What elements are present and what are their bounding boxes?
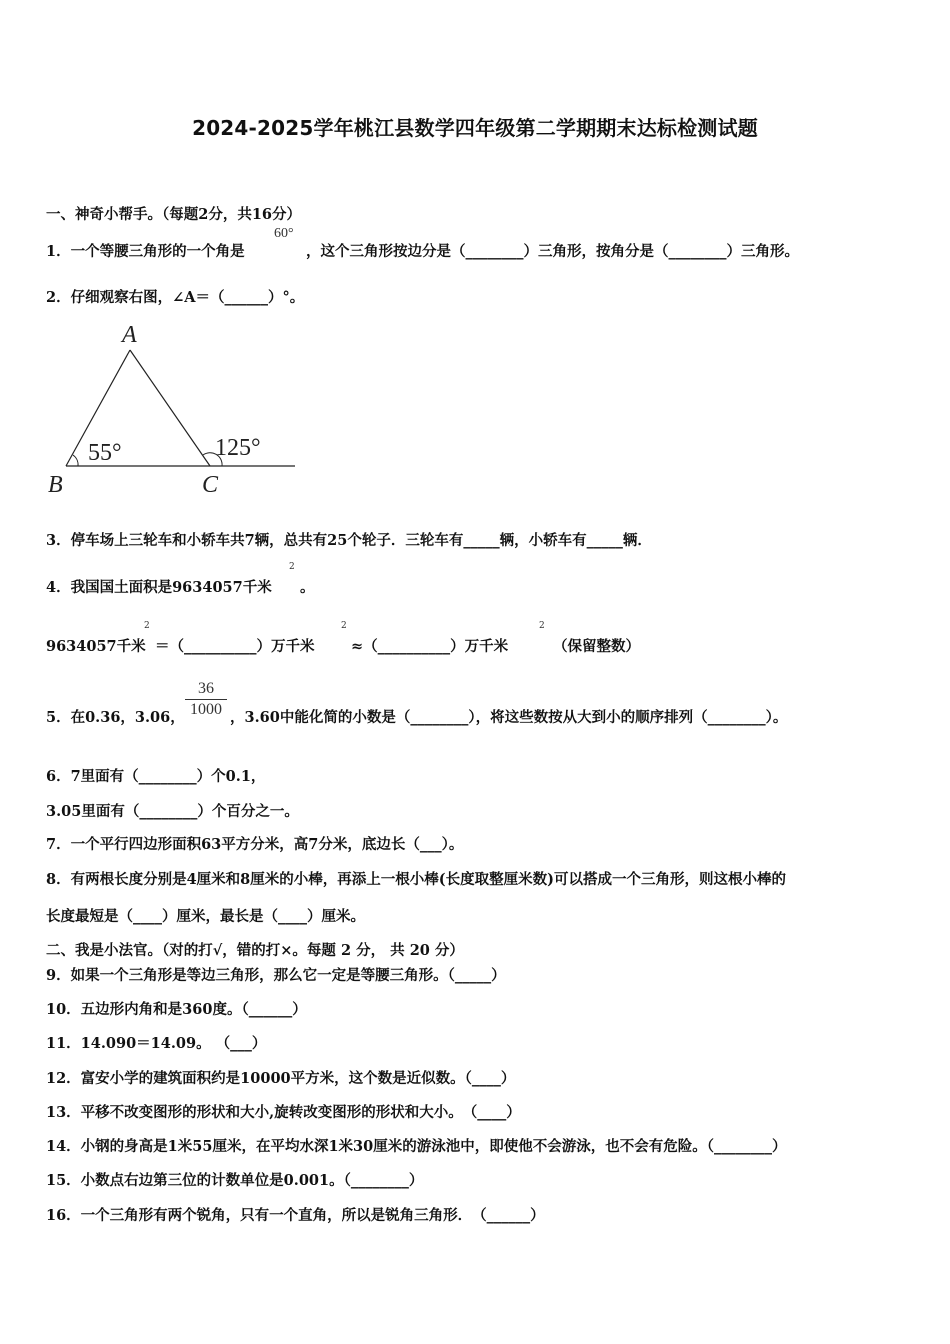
question-5-part-b: ，3.60中能化简的小数是（________），将这些数按从大到小的顺序排列（________）。 xyxy=(230,709,788,726)
question-5-fraction xyxy=(185,680,227,719)
question-15: 15．小数点右边第三位的计数单位是0.001。（________） xyxy=(46,1172,424,1189)
question-6-part-a: 6．7里面有（________）个0.1， xyxy=(46,768,266,785)
question-8-line1: 8．有两根长度分别是4厘米和8厘米的小棒，再添上一根小棒(长度取整厘米数)可以搭成一个三角形，则这根小棒的 xyxy=(46,871,786,888)
question-7: 7．一个平行四边形面积63平方分米，高7分米，底边长（___）。 xyxy=(46,836,464,853)
fraction-denominator: 1000 xyxy=(190,701,222,718)
question-4-line2-a: 9634057千米 xyxy=(46,638,146,655)
page-title: 2024-2025学年桃江县数学四年级第二学期期末达标检测试题 xyxy=(192,116,758,140)
question-5-part-a: 5．在0.36，3.06， xyxy=(46,709,185,726)
question-4-line1: 4．我国国土面积是9634057千米 xyxy=(46,579,272,596)
section1-heading: 一、神奇小帮手。（每题2分，共16分） xyxy=(46,206,302,223)
question-4-squared-3: 2 xyxy=(341,621,347,631)
question-12: 12．富安小学的建筑面积约是10000平方米，这个数是近似数。（____） xyxy=(46,1070,516,1087)
label-c: C xyxy=(202,472,219,498)
question-8-line2: 长度最短是（____）厘米，最长是（____）厘米。 xyxy=(46,908,365,925)
question-3: 3．停车场上三轮车和小轿车共7辆，总共有25个轮子．三轮车有_____辆，小轿车有_____辆． xyxy=(46,532,652,549)
question-16: 16．一个三角形有两个锐角，只有一个直角，所以是锐角三角形． （______） xyxy=(46,1207,545,1224)
question-6-part-b: 3.05里面有（________）个百分之一。 xyxy=(46,803,299,820)
question-9: 9．如果一个三角形是等边三角形，那么它一定是等腰三角形。（_____） xyxy=(46,967,506,984)
side-ac xyxy=(130,350,210,466)
question-4-line2-b: ＝（__________）万千米 xyxy=(155,638,315,655)
question-4-squared: 2 xyxy=(289,562,295,572)
angle-b-arc xyxy=(73,455,78,466)
question-10: 10．五边形内角和是360度。（______） xyxy=(46,1001,307,1018)
question-11: 11．14.090＝14.09。 （___） xyxy=(46,1035,267,1052)
question-1-angle: 60° xyxy=(274,226,294,241)
label-b: B xyxy=(48,472,63,498)
question-1-part-a: 1．一个等腰三角形的一个角是 xyxy=(46,243,245,260)
question-4-line1-end: 。 xyxy=(300,579,315,596)
angle-b-value: 55° xyxy=(88,440,122,466)
question-4-line2-c: ≈（__________）万千米 xyxy=(351,638,509,655)
question-2: 2．仔细观察右图，∠A＝（______）°。 xyxy=(46,289,305,306)
question-13: 13．平移不改变图形的形状和大小,旋转改变图形的形状和大小。 （____） xyxy=(46,1104,521,1121)
fraction-numerator: 36 xyxy=(198,680,214,697)
question-4-squared-4: 2 xyxy=(539,621,545,631)
label-a: A xyxy=(122,322,137,348)
fraction-bar xyxy=(185,699,227,700)
triangle-figure xyxy=(40,316,300,501)
question-4-line2-d: （保留整数） xyxy=(553,638,640,655)
question-1-part-b: ，这个三角形按边分是（________）三角形，按角分是（________）三角形。 xyxy=(306,243,799,260)
angle-c-value: 125° xyxy=(215,435,261,461)
section2-heading: 二、我是小法官。（对的打√，错的打×。每题 2 分， 共 20 分） xyxy=(46,942,464,959)
question-4-squared-2: 2 xyxy=(144,621,150,631)
question-14: 14．小钢的身高是1米55厘米，在平均水深1米30厘米的游泳池中，即使他不会游泳，也不会有危险。（________） xyxy=(46,1138,787,1155)
